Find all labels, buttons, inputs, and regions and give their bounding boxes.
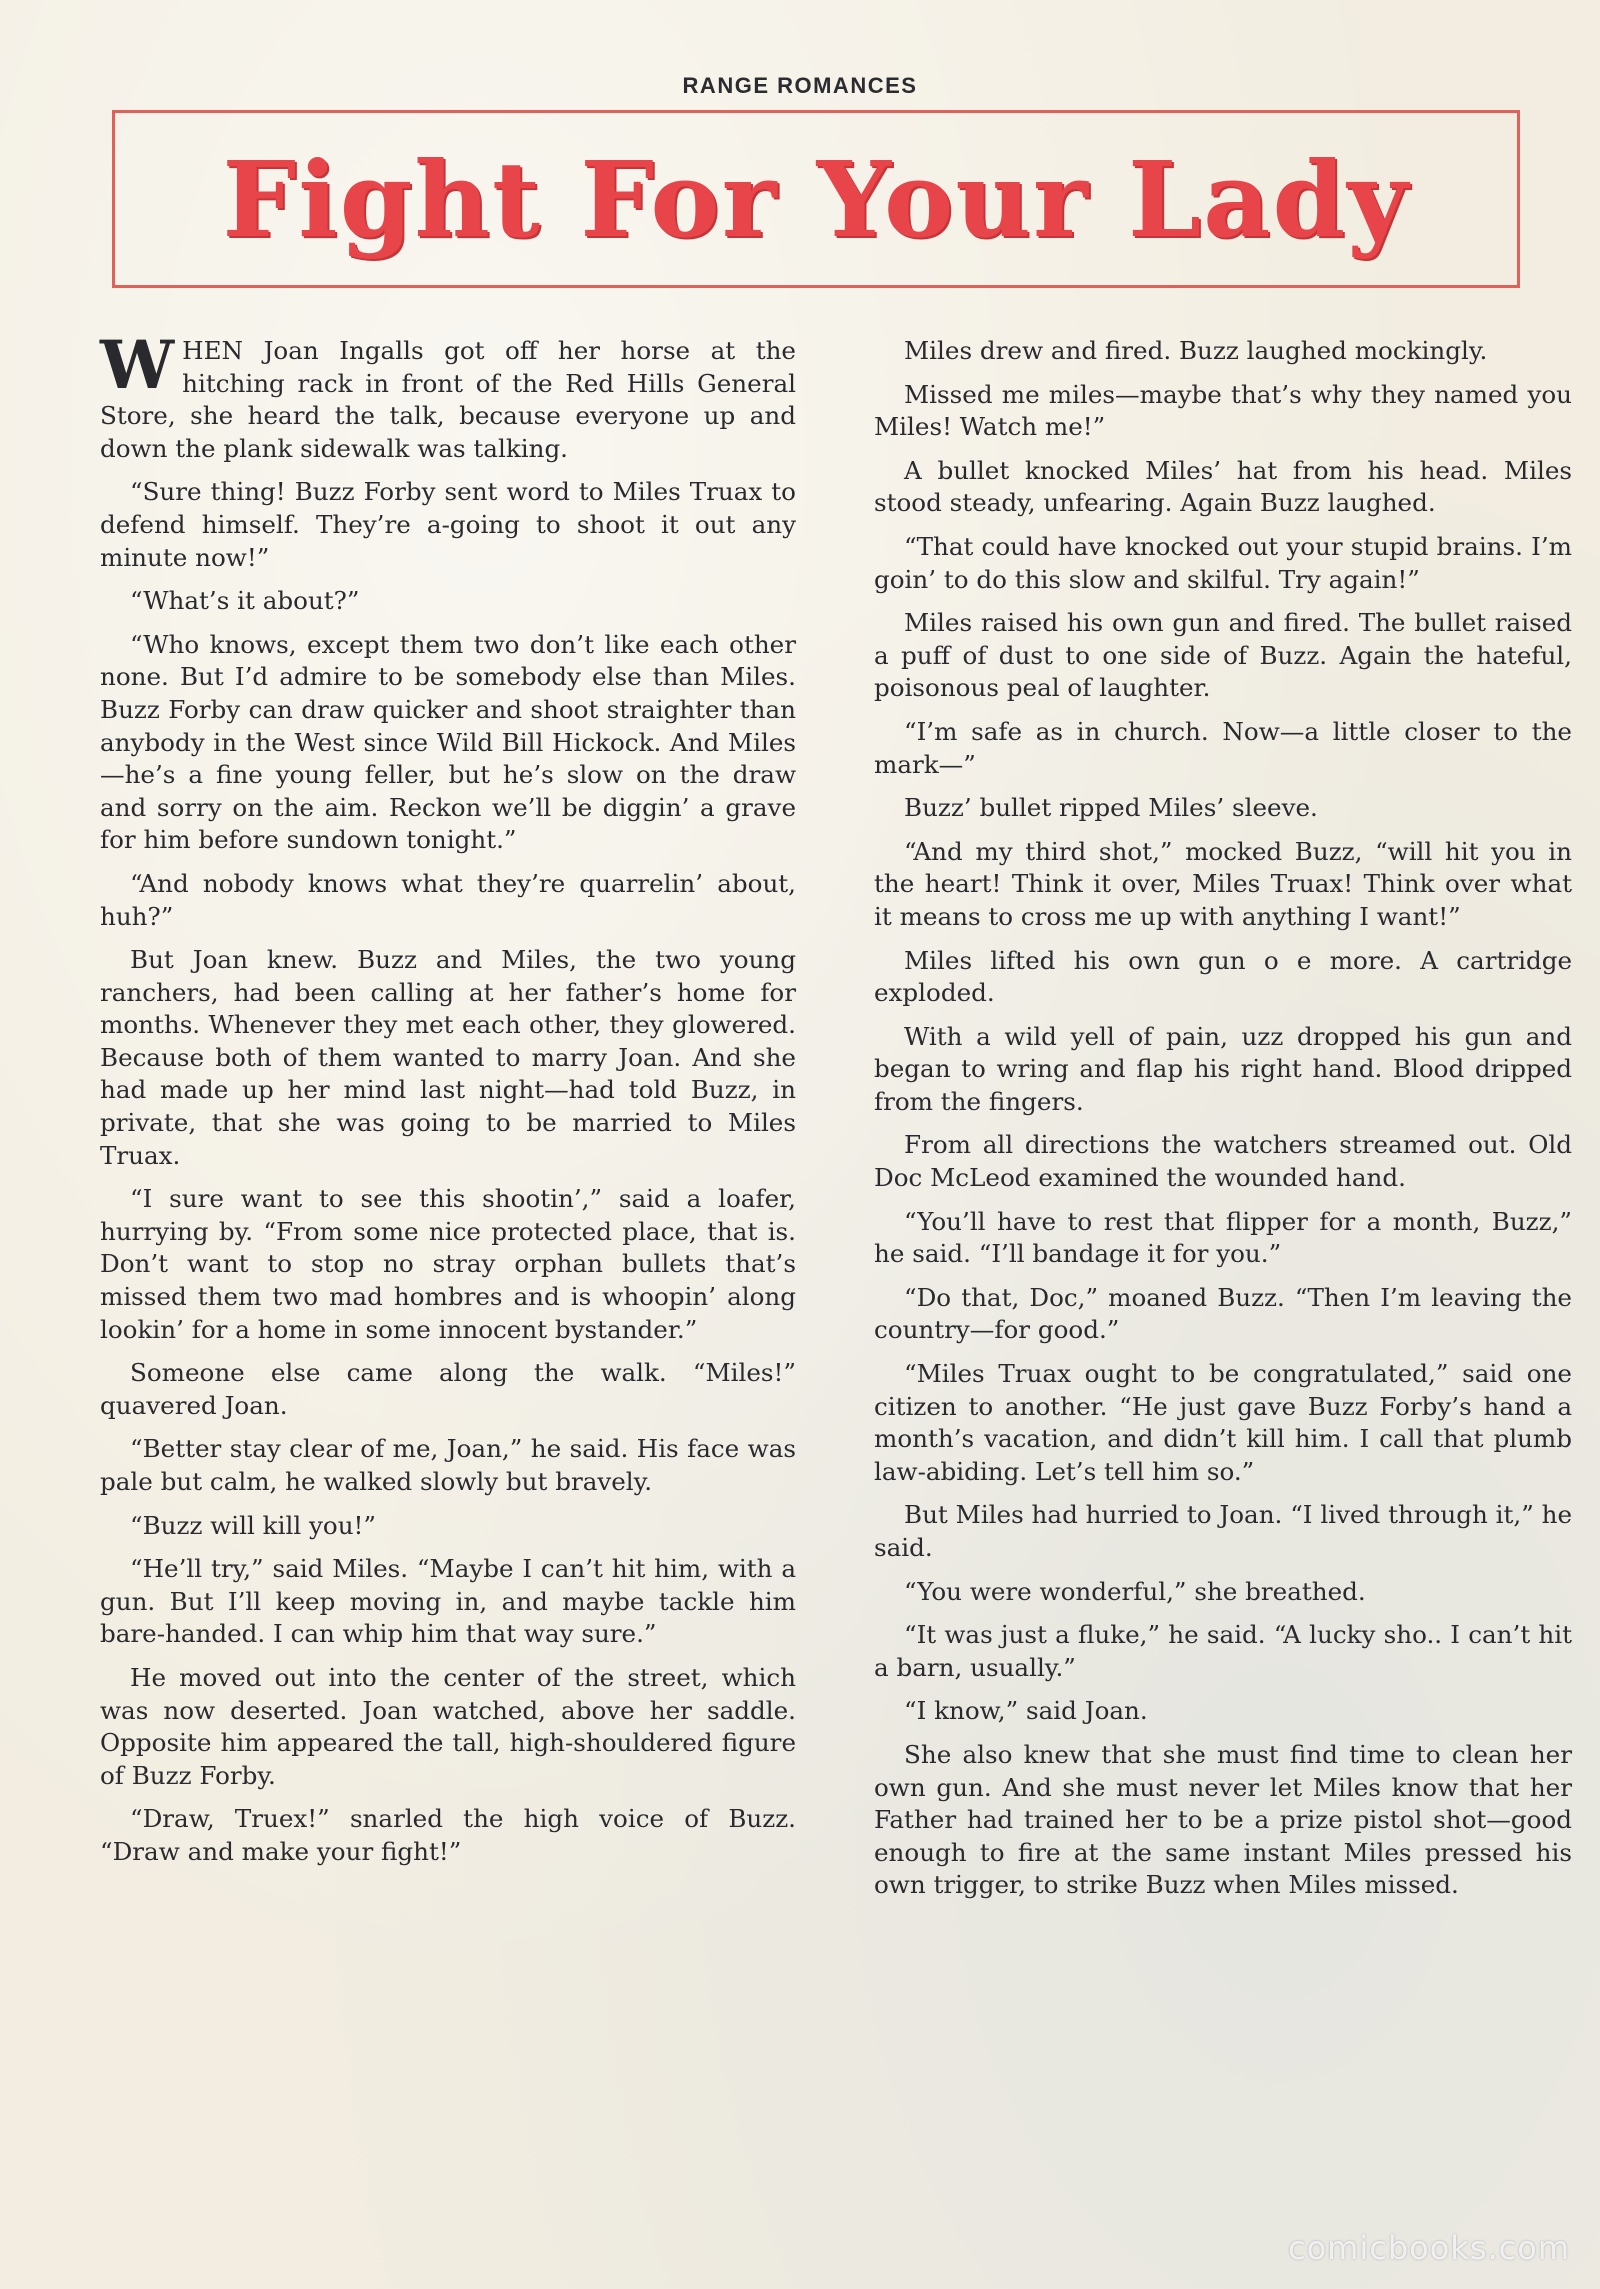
paragraph: “Sure thing! Buzz Forby sent word to Miles Truax to defend himself. They’re a-going to shoot it out any minute now!”	[100, 477, 796, 572]
paragraph: “Draw, Truex!” snarled the high voice of Buzz. “Draw and make your fight!”	[100, 1804, 796, 1866]
title-banner	[112, 110, 1520, 288]
paragraph: “Buzz will kill you!”	[130, 1510, 376, 1540]
paragraph: Miles drew and fired. Buzz laughed mockingly.	[904, 336, 1488, 365]
paragraph: “And my third shot,” mocked Buzz, “will hit you in the heart! Think it over, Miles Truax! Think over what it means to cross me up with anything I want!”	[874, 836, 1572, 931]
paragraph: Someone else came along the walk. “Miles!” quavered Joan.	[100, 1358, 796, 1420]
paragraph: With a wild yell of pain, uzz dropped his gun and began to wring and flap his right hand. Blood dripped from the fingers.	[874, 1021, 1572, 1116]
paragraph: “You were wonderful,” she breathed.	[904, 1576, 1366, 1606]
paragraph: But Miles had hurried to Joan. “I lived through it,” he said.	[874, 1500, 1572, 1562]
story-title: Fight For Your Lady	[222, 137, 1410, 261]
paragraph: “I sure want to see this shootin’,” said a loafer, hurrying by. “From some nice protected place, that is. Don’t want to stop no stray orphan bullets that’s missed them two mad hombres and is whoopin’ along lookin’ for a home in some innocent bystander.”	[100, 1184, 796, 1344]
paragraph: “He’ll try,” said Miles. “Maybe I can’t hit him, with a gun. But I’ll keep moving in, and maybe tackle him bare-handed. I can whip him that way sure.”	[100, 1554, 796, 1649]
paragraph: Miles raised his own gun and fired. The bullet raised a puff of dust to one side of Buzz. Again the hateful, poisonous peal of laughter.	[874, 608, 1572, 703]
drop-cap: W	[100, 326, 175, 404]
right-column	[874, 335, 1572, 1913]
paragraph: “It was just a fluke,” he said. “A lucky sho.. I can’t hit a barn, usually.”	[874, 1620, 1572, 1682]
paragraph: “You’ll have to rest that flipper for a month, Buzz,” he said. “I’ll bandage it for you.”	[874, 1206, 1572, 1269]
paragraph: But Joan knew. Buzz and Miles, the two young ranchers, had been calling at her father’s home for months. Whenever they met each other, they glowered. Because both of them wanted to marry Joan. And she had made up her mind last night—had told Buzz, in private, that she was going to be married to Miles Truax.	[100, 945, 796, 1170]
paragraph: “Better stay clear of me, Joan,” he said. His face was pale but calm, he walked slowly but bravely.	[100, 1434, 796, 1496]
paragraph: “And nobody knows what they’re quarrelin’ about, huh?”	[100, 868, 796, 931]
paragraph: “Do that, Doc,” moaned Buzz. “Then I’m leaving the country—for good.”	[874, 1282, 1572, 1345]
left-column	[100, 326, 796, 1880]
paragraph: “That could have knocked out your stupid brains. I’m goin’ to do this slow and skilful. Try again!”	[874, 531, 1572, 594]
paragraph: From all directions the watchers streamed out. Old Doc McLeod examined the wounded hand.	[874, 1130, 1572, 1193]
running-header: RANGE ROMANCES	[682, 73, 918, 98]
watermark: comicbooks.com	[1287, 2229, 1570, 2267]
paragraph: He moved out into the center of the street, which was now deserted. Joan watched, above her saddle. Opposite him appeared the tall, high-shouldered figure of Buzz Forby.	[100, 1662, 796, 1790]
paragraph: WHEN Joan Ingalls got off her horse at the hitching rack in front of the Red Hills General Store, she heard the talk, because everyone up and down the plank sidewalk was talking.	[100, 326, 796, 463]
paragraph: “What’s it about?”	[130, 586, 360, 616]
paragraph: “Who knows, except them two don’t like each other none. But I’d admire to be somebody else than Miles. Buzz Forby can draw quicker and shoot straighter than anybody in the West since Wild Bill Hickock. And Miles—he’s a fine young feller, but he’s slow on the draw and sorry on the aim. Reckon we’ll be diggin’ a grave for him before sundown tonight.”	[100, 629, 796, 855]
paragraph: “I know,” said Joan.	[904, 1696, 1148, 1726]
paragraph: Miles lifted his own gun o e more. A cartridge exploded.	[874, 945, 1572, 1008]
paragraph: “I’m safe as in church. Now—a little closer to the mark—”	[874, 716, 1572, 779]
paragraph: A bullet knocked Miles’ hat from his head. Miles stood steady, unfearing. Again Buzz laughed.	[874, 455, 1572, 518]
paragraph: “Miles Truax ought to be congratulated,” said one citizen to another. “He just gave Buzz Forby’s hand a month’s vacation, and didn’t kill him. I call that plumb law-abiding. Let’s tell him so.”	[874, 1359, 1572, 1486]
paragraph: Missed me miles—maybe that’s why they named you Miles! Watch me!”	[874, 379, 1572, 442]
paragraph: Buzz’ bullet ripped Miles’ sleeve.	[904, 793, 1318, 823]
paragraph: She also knew that she must find time to clean her own gun. And she must never let Miles know that her Father had trained her to be a prize pistol shot—good enough to fire at the same instant Miles pressed his own trigger, to strike Buzz when Miles missed.	[874, 1739, 1572, 1900]
